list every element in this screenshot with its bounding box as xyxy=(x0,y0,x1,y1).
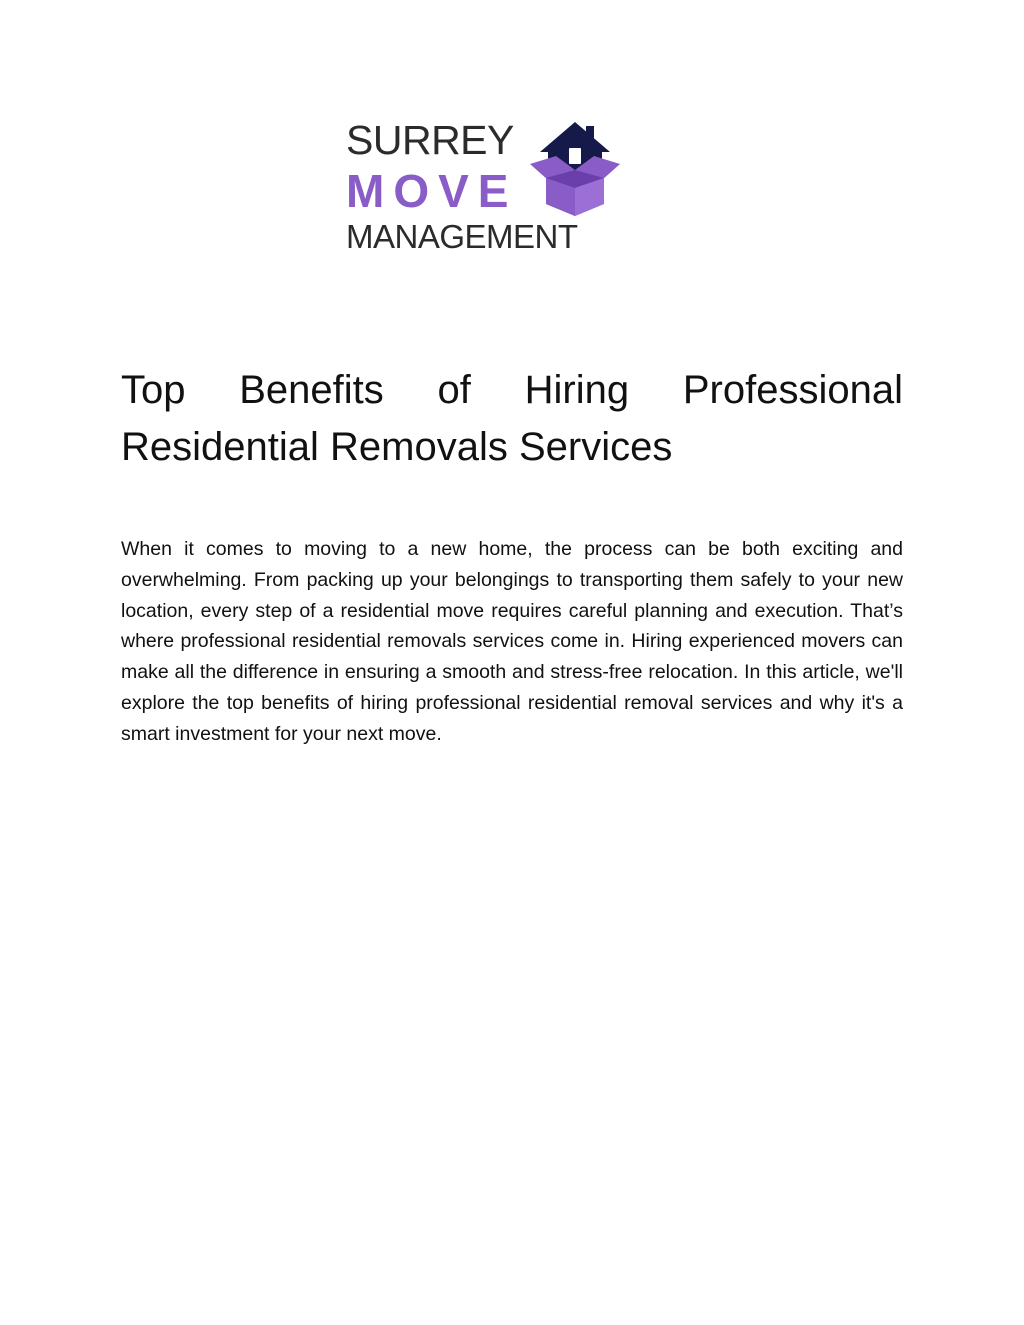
logo-text-management: MANAGEMENT xyxy=(346,218,578,255)
company-logo xyxy=(346,116,626,261)
logo-text-move: MOVE xyxy=(346,165,518,217)
article-intro-paragraph: When it comes to moving to a new home, the process can be both exciting and overwhelming. From packing up your belongings to transporting them safely to your new location, every step of a residential move requires careful planning and execution. That’s where professional residential removals services come in. Hiring experienced movers can make all the difference in ensuring a smooth and stress-free relocation. In this article, we'll explore the top benefits of hiring professional residential removal services and why it's a smart investment for your next move. xyxy=(121,538,903,745)
logo-text-surrey: SURREY xyxy=(346,117,514,163)
article-title xyxy=(121,362,903,476)
house-box-icon xyxy=(526,118,624,218)
article-title-line-2: Residential Removals Services xyxy=(121,425,673,469)
article-title-line-1: Top Benefits of Hiring Professional xyxy=(121,368,903,412)
